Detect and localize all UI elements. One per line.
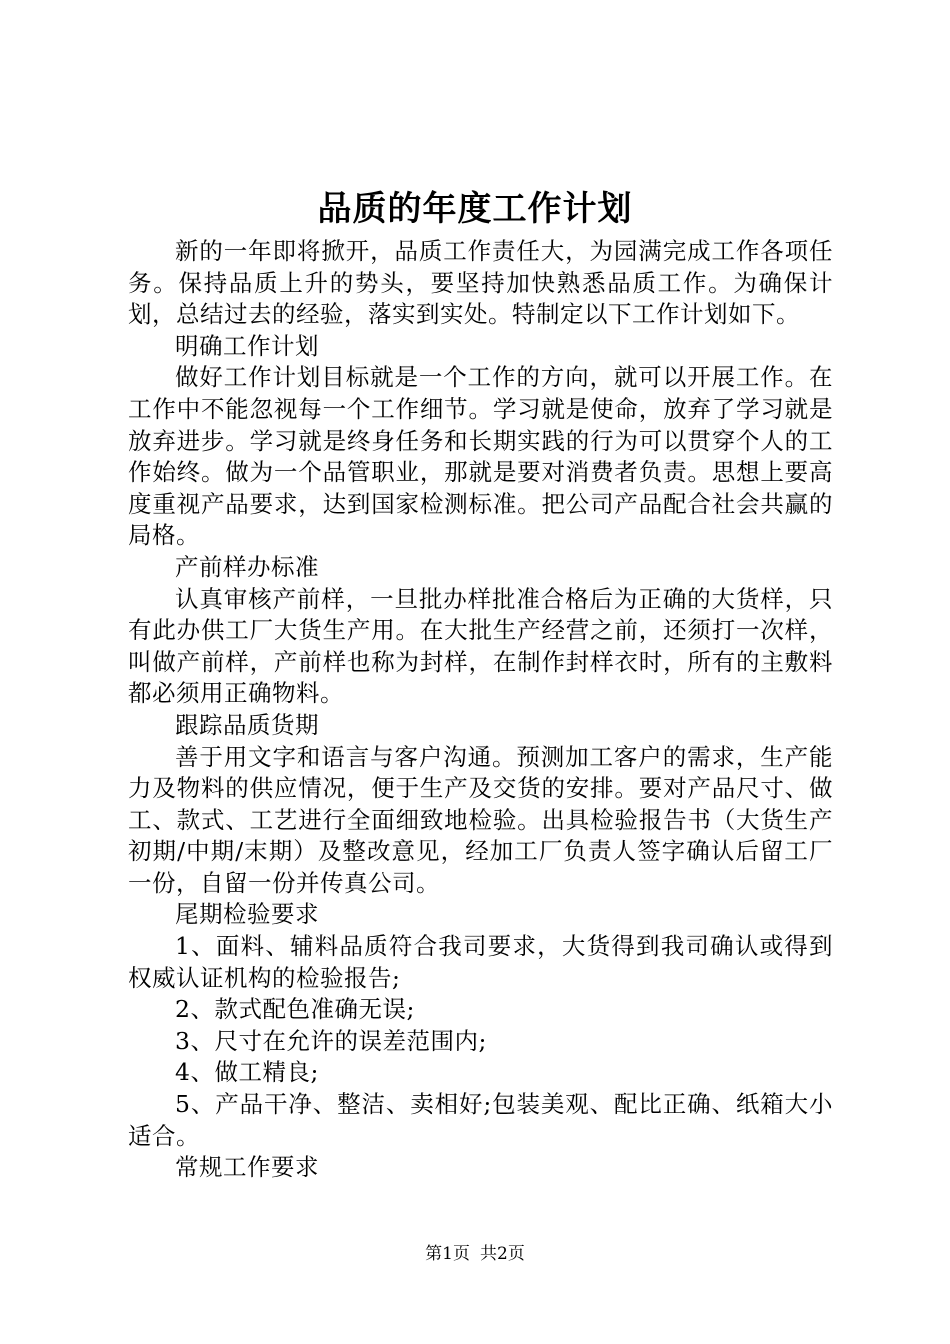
body-paragraph: 认真审核产前样，一旦批办样批准合格后为正确的大货样，只有此办供工厂大货生产用。在大批生产经营之前，还须打一次样，叫做产前样，产前样也称为封样，在制作封样衣时，所有的主敷料都必须用正确物料。 — [128, 584, 833, 708]
document-body — [128, 236, 833, 1184]
page-footer — [0, 1242, 950, 1266]
section-heading: 跟踪品质货期 — [175, 710, 319, 739]
intro-paragraph: 新的一年即将掀开，品质工作责任大，为园满完成工作各项任务。保持品质上升的势头，要坚持加快熟悉品质工作。为确保计划，总结过去的经验，落实到实处。特制定以下工作计划如下。 — [128, 237, 833, 329]
section-heading: 尾期检验要求 — [175, 900, 319, 929]
body-paragraph: 做好工作计划目标就是一个工作的方向，就可以开展工作。在工作中不能忽视每一个工作细节。学习就是使命，放弃了学习就是放弃进步。学习就是终身任务和长期实践的行为可以贯穿个人的工作始终。做为一个品管职业，那就是要对消费者负责。思想上要高度重视产品要求，达到国家检测标准。把公司产品配合社会共赢的局格。 — [128, 363, 833, 550]
section-heading: 明确工作计划 — [175, 331, 319, 360]
page-total: 共2页 — [480, 1244, 525, 1264]
list-item: 5、产品干净、整洁、卖相好;包装美观、配比正确、纸箱大小适合。 — [128, 1090, 833, 1150]
page-number: 第1页 — [425, 1244, 470, 1264]
list-item: 4、做工精良; — [175, 1058, 319, 1087]
list-item: 2、款式配色准确无误; — [175, 995, 415, 1024]
list-item: 3、尺寸在允许的误差范围内; — [175, 1026, 487, 1055]
section-heading: 常规工作要求 — [175, 1153, 319, 1182]
list-item: 1、面料、辅料品质符合我司要求，大货得到我司确认或得到权威认证机构的检验报告; — [128, 932, 833, 992]
section-heading: 产前样办标准 — [175, 552, 319, 581]
document-title: 品质的年度工作计划 — [317, 189, 633, 229]
body-paragraph: 善于用文字和语言与客户沟通。预测加工客户的需求，生产能力及物料的供应情况，便于生产及交货的安排。要对产品尺寸、做工、款式、工艺进行全面细致地检验。出具检验报告书（大货生产初期/中期/末期）及整改意见，经加工厂负责人签字确认后留工厂一份，自留一份并传真公司。 — [128, 742, 833, 897]
